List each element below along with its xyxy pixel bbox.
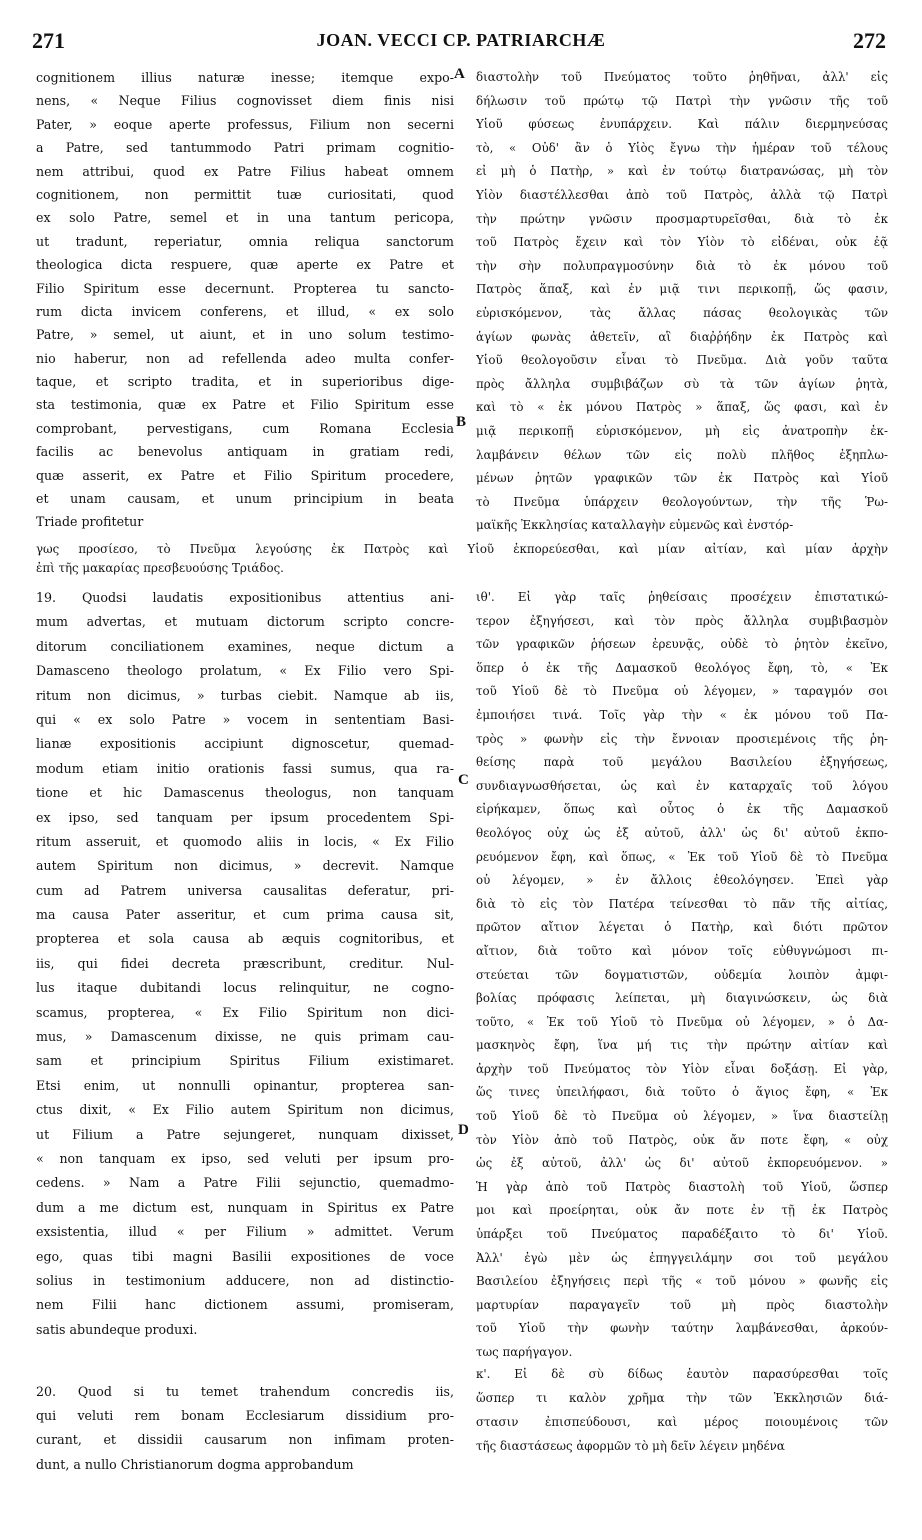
text-line: τῶν γραφικῶν ῥήσεων ἐρευνᾷς, οὐδὲ τὸ ῥητὸν ἐκεῖνο, (476, 637, 888, 652)
text-line: εὑρισκόμενον, τὰς ἄλλας πάσας θεολογικὰς τῶν (476, 305, 888, 320)
text-line: et unam causam, et unum principium in beata (36, 491, 454, 507)
text-line: θεολόγος οὐχ ὡς ἐξ αὐτοῦ, ἀλλ' ὡς δι' αὐτοῦ ἐκπο- (476, 825, 888, 840)
page-number-left: 271 (32, 28, 65, 53)
text-line: 20. Quod si tu temet trahendum concredis iis, (36, 1384, 454, 1399)
text-line: nens, « Neque Filius cognovisset diem finis nisi (36, 93, 454, 109)
text-line: ὥς τινες ὑπειλήφασι, διὰ τοῦτο ὁ ἅγιος ἔφη, « Ἐκ (476, 1085, 888, 1100)
text-line: Etsi enim, ut nonnulli opinantur, propterea san- (36, 1077, 454, 1093)
text-line: τοῦτο, « Ἐκ τοῦ Υἱοῦ τὸ Πνεῦμα οὐ λέγομεν, » ὁ Δα- (476, 1014, 888, 1029)
text-line: πρῶτον αἴτιον λέγεται ὁ Πατὴρ, καὶ διότι πρῶτον (476, 920, 888, 935)
text-line: mus, » Damascenum dixisse, ne quis primam cau- (36, 1029, 454, 1045)
text-line: τὸν Υἱὸν ἀπὸ τοῦ Πατρὸς, οὐκ ἄν ποτε ἔφη, « οὐχ (476, 1132, 888, 1147)
text-line: πρὸς ἄλληλα συμβιβάζων σὺ τὰ τῶν ἁγίων ῥητὰ, (476, 376, 888, 391)
text-line: Patre, » semel, ut aiunt, et in uno solum testimo- (36, 327, 454, 343)
text-line: cum ad Patrem universa causalitas deferatur, pri- (36, 882, 454, 898)
text-line: τοῦ Πατρὸς ἔχειν καὶ τὸν Υἱὸν τὸ εἰδέναι, οὐκ ἐᾷ (476, 235, 888, 250)
text-line: taque, et scripto tradita, et in superioribus dige- (36, 374, 454, 390)
text-line: ιθ'. Εἰ γὰρ ταῖς ῥηθείσαις προσέχειν ἐπιστατικώ- (476, 590, 888, 604)
text-line: exsistentia, illud « per Filium » admittet. Verum (36, 1224, 454, 1240)
text-line: μασκηνὸς ἔφη, ἵνα μή τις τὴν πρώτην αἰτίαν καὶ (476, 1038, 888, 1053)
text-line: modum etiam initio orationis fassi sumus, qua ra- (36, 760, 454, 776)
text-line: τὴν σὴν πολυπραγμοσύνην διὰ τὸ ἐκ μόνου τοῦ (476, 258, 888, 273)
text-line: lus itaque dubitandi locus relinquitur, ne cogno- (36, 980, 454, 996)
text-line: μοι καὶ προείρηται, οὐκ ἄν ποτε ἐν τῇ ἐκ Πατρὸς (476, 1203, 888, 1218)
text-line: δήλωσιν τοῦ πρώτῳ τῷ Πατρὶ τὴν γνῶσιν τῆς τοῦ (476, 93, 888, 108)
text-line: Filio Spiritum esse decernunt. Propterea tu sancto- (36, 280, 454, 296)
text-line: τοῦ Υἱοῦ δὲ τὸ Πνεῦμα οὐ λέγομεν, » ταραγμόν σοι (476, 684, 888, 699)
text-line: λαμβάνειν θέλων τῶν εἰς πολὺ πλῆθος ἐξηπλω- (476, 447, 888, 462)
greek-full-width-line-end: ἐπὶ τῆς μακαρίας πρεσβευούσης Τριάδος. (36, 561, 284, 575)
text-line: 19. Quodsi laudatis expositionibus attentius ani- (36, 590, 454, 605)
margin-letter-a: A (454, 66, 465, 82)
text-line: κ'. Εἰ δὲ σὺ δίδως ἑαυτὸν παρασύρεσθαι τοῖς (476, 1367, 888, 1381)
text-line: θείσης παρὰ τοῦ μεγάλου Βασιλείου ἐξηγήσεως, (476, 755, 888, 770)
text-line: ditorum conciliationem examines, neque dictum a (36, 638, 454, 654)
text-line: autem Spiritum non dicimus, » decrevit. Namque (36, 858, 454, 874)
text-line: ὥσπερ τι καλὸν χρῆμα τὴν τῶν Ἐκκλησιῶν διά- (476, 1391, 888, 1405)
text-line: cedens. » Nam a Patre Filii sejunctio, quemadmo- (36, 1175, 454, 1191)
text-line: nem attribui, quod ex Patre Filius habeat omnem (36, 163, 454, 179)
text-line: quæ asserit, ex Patre et Filio Spiritum procedere, (36, 467, 454, 483)
text-line: « non tanquam ex ipso, sed veluti per ipsum pro- (36, 1150, 454, 1166)
text-line: Βασιλείου ἐξηγήσεις περὶ τῆς « τοῦ μόνου » φωνῆς εἰς (476, 1274, 888, 1289)
text-line: ρευόμενον ἔφη, καὶ ὅπως, « Ἐκ τοῦ Υἱοῦ δὲ τὸ Πνεῦμα (476, 849, 888, 864)
text-line: Υἱοῦ φύσεως ἐνυπάρχειν. Καὶ πάλιν διερμηνεύσας (476, 117, 888, 132)
text-line: εἰρήκαμεν, ὅπως καὶ οὗτος ὁ ἐκ τῆς Δαμασκοῦ (476, 802, 888, 817)
text-line: ex ipso, sed tanquam per ipsum procedentem Spi- (36, 809, 454, 825)
text-line: cognitionem illius naturæ inesse; itemque expo- (36, 70, 454, 85)
text-line: a Patre, sed tantummodo Patri primam cognitio- (36, 140, 454, 156)
text-line: ma causa Pater asseritur, et cum prima causa sit, (36, 907, 454, 923)
text-line: μαϊκῆς Ἐκκλησίας καταλλαγὴν εὐμενῶς καὶ ἐνστόρ- (476, 518, 794, 533)
text-line: nem Filii hanc dictionem assumi, promiseram, (36, 1297, 454, 1313)
text-line: στασιν ἐπισπεύδουσι, καὶ μέρος ποιουμένοις τῶν (476, 1415, 888, 1429)
text-line: tione et hic Damascenus theologus, non tanquam (36, 785, 454, 801)
text-line: dum a me dictum est, nunquam in Spiritus ex Patre (36, 1199, 454, 1215)
text-line: ut Filium a Patre sejungeret, nunquam dixisset, (36, 1126, 454, 1142)
margin-letter-d: D (458, 1122, 469, 1138)
latin-column-block-1 (36, 66, 454, 534)
text-line: comprobant, pervestigans, cum Romana Ecclesia (36, 420, 454, 436)
text-line: ex solo Patre, semel et in una tantum pericopa, (36, 210, 454, 226)
text-line: ritum asseruit, et quomodo aliis in locis, « Ex Filio (36, 833, 454, 849)
text-line: τερον ἐξηγήσεσι, καὶ τὸν πρὸς ἄλληλα συμβιβασμὸν (476, 613, 888, 628)
text-line: nio haberur, non ad refellenda adeo multa confer- (36, 350, 454, 366)
text-line: οὐ λέγομεν, » ἐν ἄλλοις ἐθεολόγησεν. Ἐπεὶ γὰρ (476, 873, 888, 888)
text-line: Πατρὸς ἅπαξ, καὶ ἐν μιᾷ τινι περικοπῇ, ὥς φασιν, (476, 282, 888, 297)
text-line: satis abundeque produxi. (36, 1321, 198, 1337)
text-line: στεύεται τῶν δογματιστῶν, οὐδεμία λοιπὸν ἀμφι- (476, 967, 888, 982)
text-line: ego, quas tibi magni Basilii expositiones de voce (36, 1248, 454, 1264)
text-line: ἀρχὴν τοῦ Πνεύματος τὸν Υἱὸν εἶναι δοξάσῃ. Εἰ γὰρ, (476, 1061, 888, 1076)
text-line: curant, et dissidii causarum non infimam proten- (36, 1432, 454, 1448)
running-title: JOAN. VECCI CP. PATRIARCHÆ (316, 30, 606, 50)
text-line: ctus dixit, « Ex Filio autem Spiritum non dicimus, (36, 1102, 454, 1118)
text-line: facilis ac benevolus antiquam in gratiam redi, (36, 444, 454, 460)
text-line: τὸ, « Οὐδ' ἂν ὁ Υἱὸς ἔγνω τὴν ἡμέραν τοῦ τέλους (476, 140, 888, 155)
text-line: Υἱοῦ θεολογοῦσιν εἶναι τὸ Πνεῦμα. Διὰ γοῦν ταῦτα (476, 353, 888, 368)
text-line: sta testimonia, quæ ex Patre et Filio Spiritum esse (36, 397, 454, 413)
running-header (28, 28, 894, 56)
greek-column-section-20 (476, 1362, 888, 1458)
text-line: καὶ τὸ « ἐκ μόνου Πατρὸς » ἅπαξ, ὥς φασι, καὶ ἐν (476, 400, 888, 415)
text-line: ἁγίων φωνὰς ἀθετεῖν, αἳ διαῤῥήδην ἐκ Πατρὸς καὶ (476, 329, 888, 344)
margin-letter-c: C (458, 772, 469, 788)
text-line: rum dicta invicem conferens, et illud, « ex solo (36, 303, 454, 319)
text-line: διὰ τὸ εἰς τὸν Πατέρα τείνεσθαι τὸ πᾶν τῆς αἰτίας, (476, 896, 888, 911)
text-line: Υἱὸν διαστέλλεσθαι ἀπὸ τοῦ Πατρὸς, ἀλλὰ τῷ Πατρὶ (476, 187, 888, 202)
text-line: ut tradunt, reperiatur, omnia reliqua sanctorum (36, 233, 454, 249)
text-line: solius in testimonium adducere, non ad distinctio- (36, 1272, 454, 1288)
text-line: sam et principium Spiritus Filium existimaret. (36, 1053, 454, 1069)
latin-column-section-20 (36, 1380, 454, 1477)
text-line: scamus, propterea, « Ex Filio Spiritum non dici- (36, 1004, 454, 1020)
margin-letter-b: B (456, 414, 467, 430)
text-line: τὸ Πνεῦμα ὑπάρχειν θεολογούντων, τὴν τῆς Ῥω- (476, 494, 888, 509)
page-number-right: 272 (853, 28, 886, 53)
text-line: τοῦ Υἱοῦ τὴν φωνὴν ταύτην λαμβάνεσθαι, ἀρκούν- (476, 1321, 888, 1336)
greek-column-block-1 (476, 66, 888, 538)
greek-full-width-line: γως προσίεσο, τὸ Πνεῦμα λεγούσης ἐκ Πατρὸς καὶ Υἱοῦ ἐκπορεύεσθαι, καὶ μίαν αἰτίαν, καὶ μίαν ἀρχὴν (36, 542, 888, 556)
text-line: μαρτυρίαν παραγαγεῖν τοῦ μὴ πρὸς διαστολὴν (476, 1297, 888, 1312)
text-line: mum advertas, et mutuam dictorum scripto concre- (36, 614, 454, 630)
text-line: τῆς διαστάσεως ἀφορμῶν τὸ μὴ δεῖν λέγειν μηδένα (476, 1439, 785, 1453)
text-line: Ἀλλ' ἐγὼ μὲν ὡς ἐπηγγειλάμην σοι τοῦ μεγάλου (476, 1250, 888, 1265)
text-line: ὡς ἐξ αὐτοῦ, ἀλλ' ὡς δι' αὐτοῦ ἐκπορευόμενον. » (476, 1156, 888, 1171)
text-line: μιᾷ περικοπῇ εὑρισκόμενον, μὴ εἰς ἀνατροπὴν ἐκ- (476, 423, 888, 438)
text-line: εἰ μὴ ὁ Πατὴρ, » καὶ ἐν τούτῳ διατρανώσας, μὴ τὸν (476, 164, 888, 179)
text-line: διαστολὴν τοῦ Πνεύματος τοῦτο ῥηθῆναι, ἀλλ' εἰς (476, 70, 888, 84)
text-line: qui « ex solo Patre » vocem in sententiam Basi- (36, 711, 454, 727)
text-line: Triade profitetur (36, 514, 144, 530)
text-line: Damasceno theologo prolatum, « Ex Filio vero Spi- (36, 663, 454, 679)
text-line: lianæ expositionis accipiunt dignoscetur, quemad- (36, 736, 454, 752)
text-line: μένων ῥητῶν γραφικῶν τῶν ἐκ Πατρὸς καὶ Υἱοῦ (476, 471, 888, 486)
latin-column-section-19 (36, 586, 454, 1342)
text-line: ὑπάρξει τοῦ Πνεύματος παραδέξαιτο τὸ δι' Υἱοῦ. (476, 1227, 888, 1242)
text-line: ritum non dicimus, » turbas ciebit. Namque ab iis, (36, 687, 454, 703)
text-line: τὴν πρώτην γνῶσιν προσμαρτυρεῖσθαι, διὰ τὸ ἐκ (476, 211, 888, 226)
text-line: Ἡ γὰρ ἀπὸ τοῦ Πατρὸς διαστολὴ τοῦ Υἱοῦ, ὥσπερ (476, 1179, 888, 1194)
text-line: αἴτιον, διὰ τοῦτο καὶ μόνον τοῖς εὐθυγνώμοσι πι- (476, 943, 888, 958)
text-line: theologica dicta respuere, quæ aperte ex Patre et (36, 257, 454, 273)
text-line: cognitionem, non permittit tuæ curiositati, quod (36, 186, 454, 202)
text-line: propterea et sola causa ab æquis cognitoribus, et (36, 931, 454, 947)
text-line: iis, qui fidei decreta præscribunt, creditur. Nul- (36, 955, 454, 971)
text-line: ἐμποιήσει τινά. Τοῖς γὰρ τὴν « ἐκ μόνου τοῦ Πα- (476, 707, 888, 722)
text-line: ὅπερ ὁ ἐκ τῆς Δαμασκοῦ θεολόγος ἔφη, τὸ, « Ἐκ (476, 660, 888, 675)
text-line: τοῦ Υἱοῦ δὲ τὸ Πνεῦμα οὐ λέγομεν, » ἵνα διαστείλῃ (476, 1109, 888, 1124)
text-line: τως παρήγαγον. (476, 1345, 573, 1359)
text-line: συνδιαγνωσθήσεται, ὡς καὶ ἐν καταρχαῖς τοῦ λόγου (476, 778, 888, 793)
text-line: qui veluti rem bonam Ecclesiarum dissidium pro- (36, 1408, 454, 1424)
text-line: Pater, » eoque aperte professus, Filium non secerni (36, 116, 454, 132)
greek-column-section-19 (476, 586, 888, 1365)
text-line: τρὸς » φωνὴν εἰς τὴν ἔννοιαν προσιεμένοις τῆς ῥη- (476, 731, 888, 746)
text-line: dunt, a nullo Christianorum dogma approbandum (36, 1456, 354, 1472)
text-line: βολίας πρόφασις λείπεται, μὴ διαγινώσκειν, ὡς διὰ (476, 991, 888, 1006)
